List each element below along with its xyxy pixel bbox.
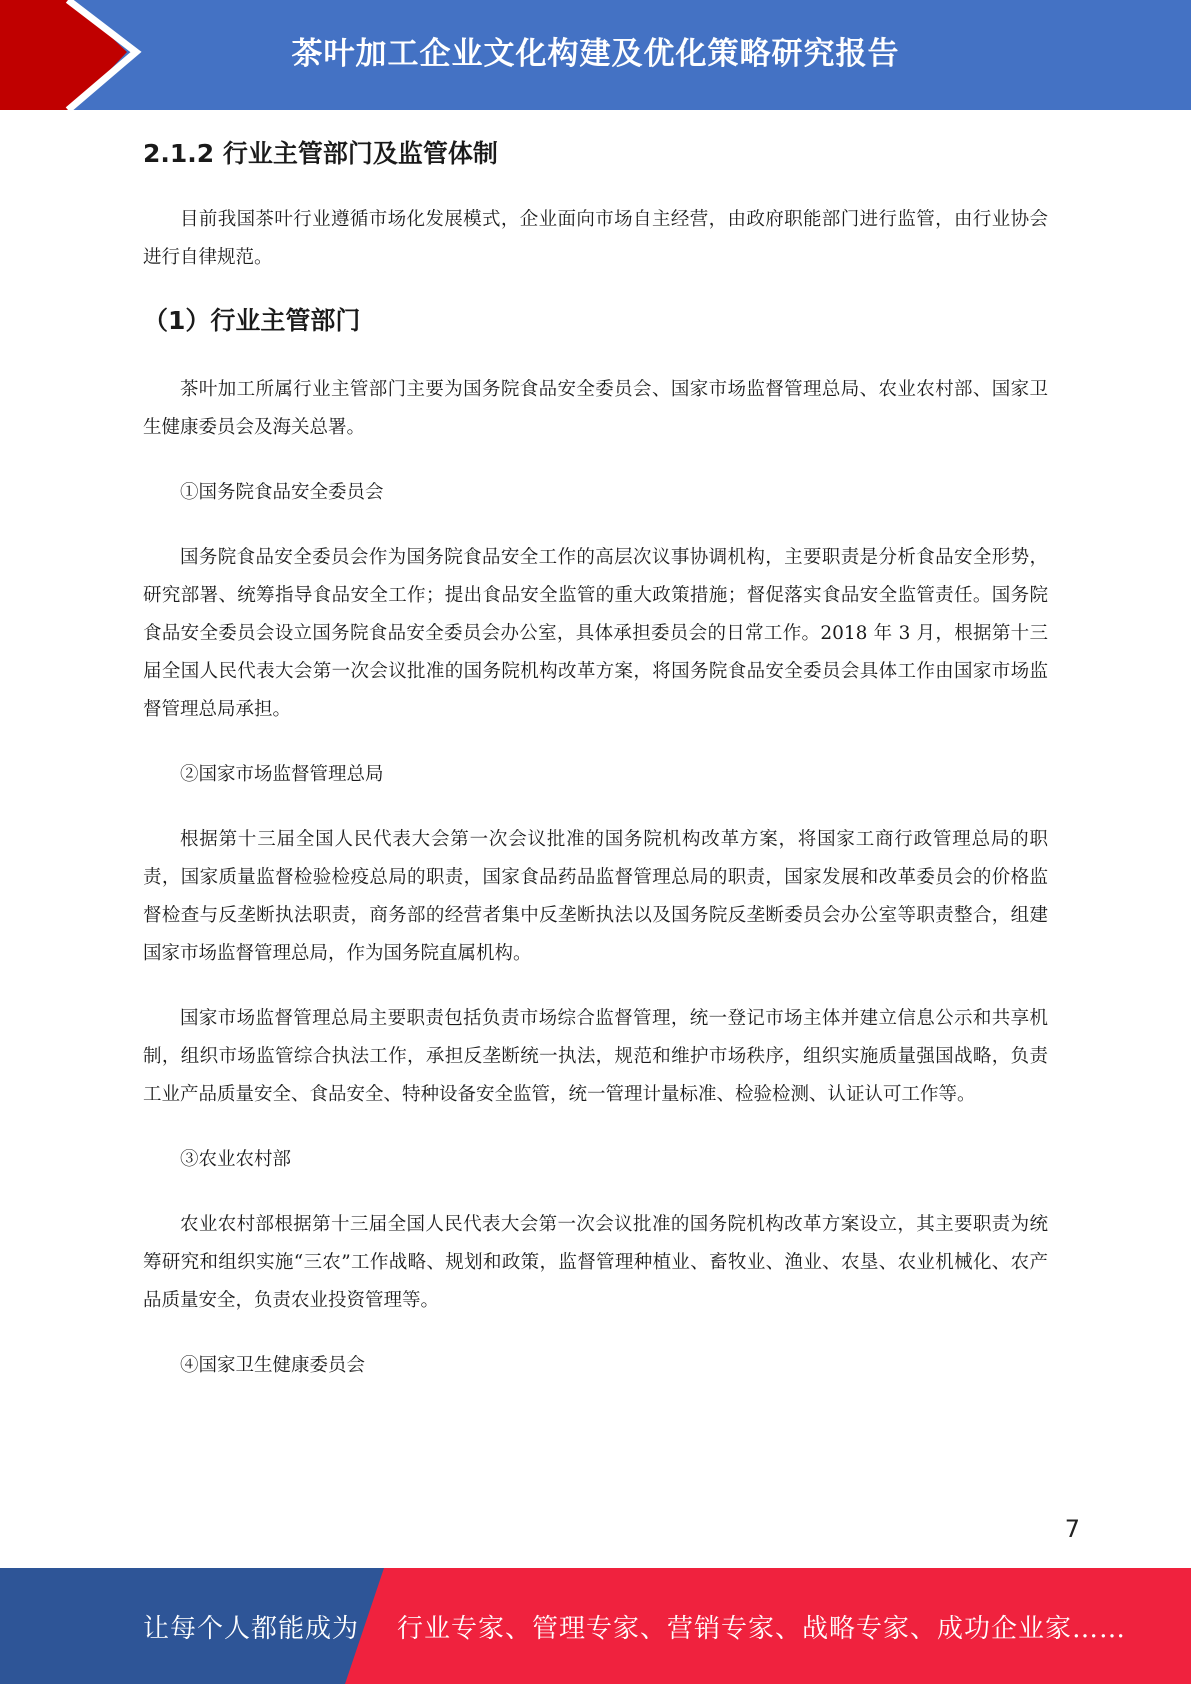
- page-header: [0, 0, 1191, 110]
- item2-title: ②国家市场监督管理总局: [180, 764, 384, 785]
- item3-title: ③农业农村部: [180, 1149, 292, 1170]
- page-number: 7: [1064, 1515, 1080, 1543]
- document-title: 茶叶加工企业文化构建及优化策略研究报告: [291, 35, 900, 72]
- subheading-authorities: （1）行业主管部门: [143, 306, 361, 335]
- footer-slogan-left: 让每个人都能成为: [143, 1613, 360, 1644]
- item4-title: ④国家卫生健康委员会: [180, 1355, 366, 1376]
- item1-paragraph: 国务院食品安全委员会作为国务院食品安全工作的高层次议事协调机构，主要职责是分析食品安全形势，研究部署、统筹指导食品安全工作；提出食品安全监管的重大政策措施；督促落实食品安全监管责任。国务院食品安全委员会设立国务院食品安全委员会办公室，具体承担委员会的日常工作。2018 年 3 月，根据第十三届全国人民代表大会第一次会议批准的国务院机构改革方案，将国务院食品安全委员会具体工作由国家市场监督管理总局承担。: [143, 547, 1048, 720]
- header-chevron-decoration: [0, 0, 160, 110]
- page-footer: [0, 1568, 1191, 1684]
- intro-paragraph: 目前我国茶叶行业遵循市场化发展模式，企业面向市场自主经营，由政府职能部门进行监管，由行业协会进行自律规范。: [143, 209, 1048, 268]
- item2-paragraph-2: 国家市场监督管理总局主要职责包括负责市场综合监督管理，统一登记市场主体并建立信息公示和共享机制，组织市场监管综合执法工作，承担反垄断统一执法，规范和维护市场秩序，组织实施质量强国战略，负责工业产品质量安全、食品安全、特种设备安全监管，统一管理计量标准、检验检测、认证认可工作等。: [143, 1008, 1048, 1105]
- item2-paragraph-1: 根据第十三届全国人民代表大会第一次会议批准的国务院机构改革方案，将国家工商行政管理总局的职责，国家质量监督检验检疫总局的职责，国家食品药品监督管理总局的职责，国家发展和改革委员会的价格监督检查与反垄断执法职责，商务部的经营者集中反垄断执法以及国务院反垄断委员会办公室等职责整合，组建国家市场监督管理总局，作为国务院直属机构。: [143, 829, 1048, 964]
- overview-paragraph: 茶叶加工所属行业主管部门主要为国务院食品安全委员会、国家市场监督管理总局、农业农村部、国家卫生健康委员会及海关总署。: [143, 379, 1048, 438]
- section-heading: 2.1.2 行业主管部门及监管体制: [143, 139, 498, 168]
- document-body: [143, 118, 1048, 1385]
- footer-slogan-right: 行业专家、管理专家、营销专家、战略专家、成功企业家……: [397, 1613, 1127, 1644]
- item1-title: ①国务院食品安全委员会: [180, 482, 384, 503]
- item3-paragraph: 农业农村部根据第十三届全国人民代表大会第一次会议批准的国务院机构改革方案设立，其主要职责为统筹研究和组织实施“三农”工作战略、规划和政策，监督管理种植业、畜牧业、渔业、农垦、农业机械化、农产品质量安全，负责农业投资管理等。: [143, 1214, 1048, 1311]
